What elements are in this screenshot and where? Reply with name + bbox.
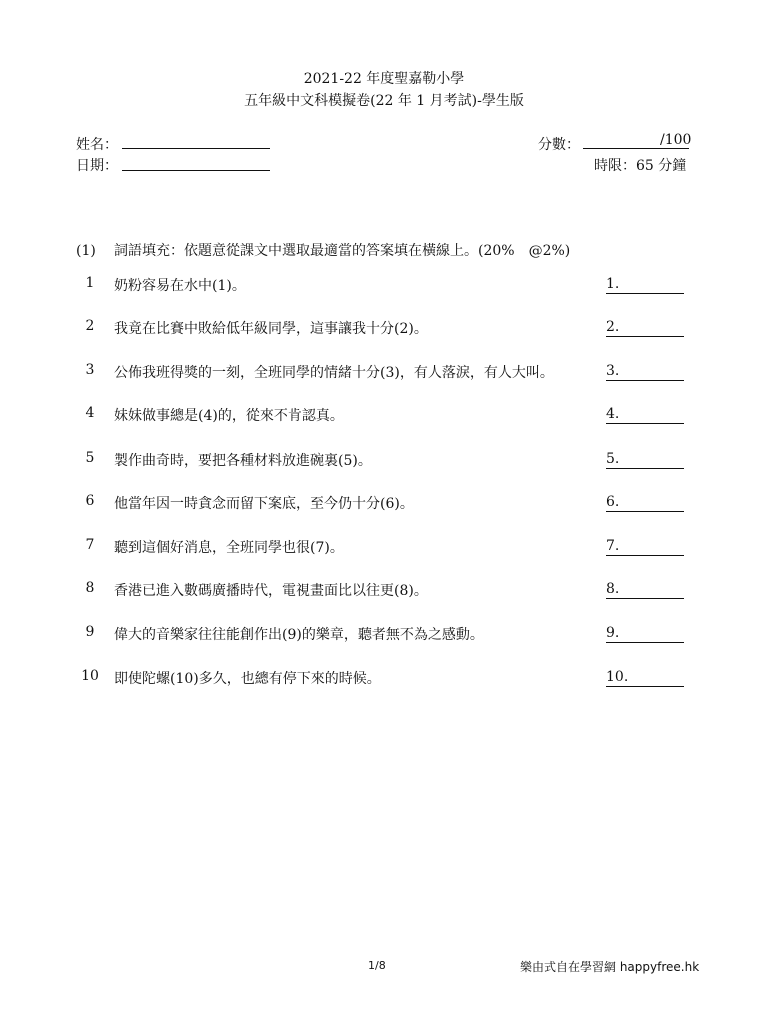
question-row [76, 450, 696, 470]
question-text: 我竟在比賽中敗給低年級同學，這事讓我十分(2)。 [114, 321, 428, 337]
question-row [76, 318, 696, 338]
question-number: 3 [85, 362, 95, 378]
question-number: 7 [85, 537, 95, 553]
instruction-text: 詞語填充：依題意從課文中選取最適當的答案填在橫線上。(20% @2%) [114, 243, 571, 259]
question-text: 他當年因一時貪念而留下案底，至今仍十分(6)。 [114, 496, 414, 512]
question-number: 4 [85, 405, 95, 421]
question-row [76, 537, 696, 557]
date-line [122, 170, 270, 171]
answer-blank[interactable]: 7. [606, 537, 684, 556]
school-title: 2021-22 年度聖嘉勒小學 [303, 71, 465, 87]
score-total: /100 [660, 132, 692, 148]
answer-blank[interactable]: 5. [606, 450, 684, 469]
question-number: 9 [85, 624, 95, 640]
answer-blank[interactable]: 8. [606, 580, 684, 599]
question-row [76, 362, 696, 382]
question-row [76, 493, 696, 513]
score-label: 分數： [538, 137, 580, 153]
question-text: 香港已進入數碼廣播時代，電視畫面比以往更(8)。 [114, 583, 428, 599]
question-text: 偉大的音樂家往往能創作出(9)的樂章，聽者無不為之感動。 [114, 627, 484, 643]
score-line [583, 148, 689, 149]
question-row [76, 275, 696, 295]
question-number: 2 [85, 318, 95, 334]
section-instruction [76, 240, 570, 260]
date-label: 日期： [76, 158, 118, 174]
answer-blank[interactable]: 3. [606, 362, 684, 381]
section-number: (1) [76, 243, 96, 259]
page-number: 1/8 [368, 959, 386, 972]
question-text: 妹妹做事總是(4)的，從來不肯認真。 [114, 408, 344, 424]
time-limit: 時限：65 分鐘 [594, 158, 687, 174]
question-text: 奶粉容易在水中(1)。 [114, 278, 246, 294]
name-label: 姓名： [76, 137, 118, 153]
name-line [122, 148, 270, 149]
question-text: 製作曲奇時，要把各種材料放進碗裏(5)。 [114, 453, 372, 469]
answer-blank[interactable]: 1. [606, 275, 684, 294]
answer-blank[interactable]: 9. [606, 624, 684, 643]
exam-subtitle: 五年級中文科模擬卷(22 年 1 月考試)-學生版 [244, 93, 524, 109]
answer-blank[interactable]: 6. [606, 493, 684, 512]
question-number: 5 [85, 450, 95, 466]
site-watermark: 樂由式自在學習網 happyfree.hk [520, 960, 700, 974]
question-number: 10 [81, 668, 99, 684]
answer-blank[interactable]: 4. [606, 405, 684, 424]
answer-blank[interactable]: 2. [606, 318, 684, 337]
question-number: 6 [85, 493, 95, 509]
question-row [76, 624, 696, 644]
question-row [76, 580, 696, 600]
question-text: 公佈我班得獎的一刻，全班同學的情緒十分(3)，有人落淚，有人大叫。 [114, 365, 554, 381]
question-row [76, 405, 696, 425]
question-number: 1 [85, 275, 95, 291]
question-text: 聽到這個好消息，全班同學也很(7)。 [114, 540, 344, 556]
question-number: 8 [85, 580, 95, 596]
question-text: 即使陀螺(10)多久，也總有停下來的時候。 [114, 671, 381, 687]
question-row [76, 668, 696, 688]
answer-blank[interactable]: 10. [606, 668, 684, 687]
